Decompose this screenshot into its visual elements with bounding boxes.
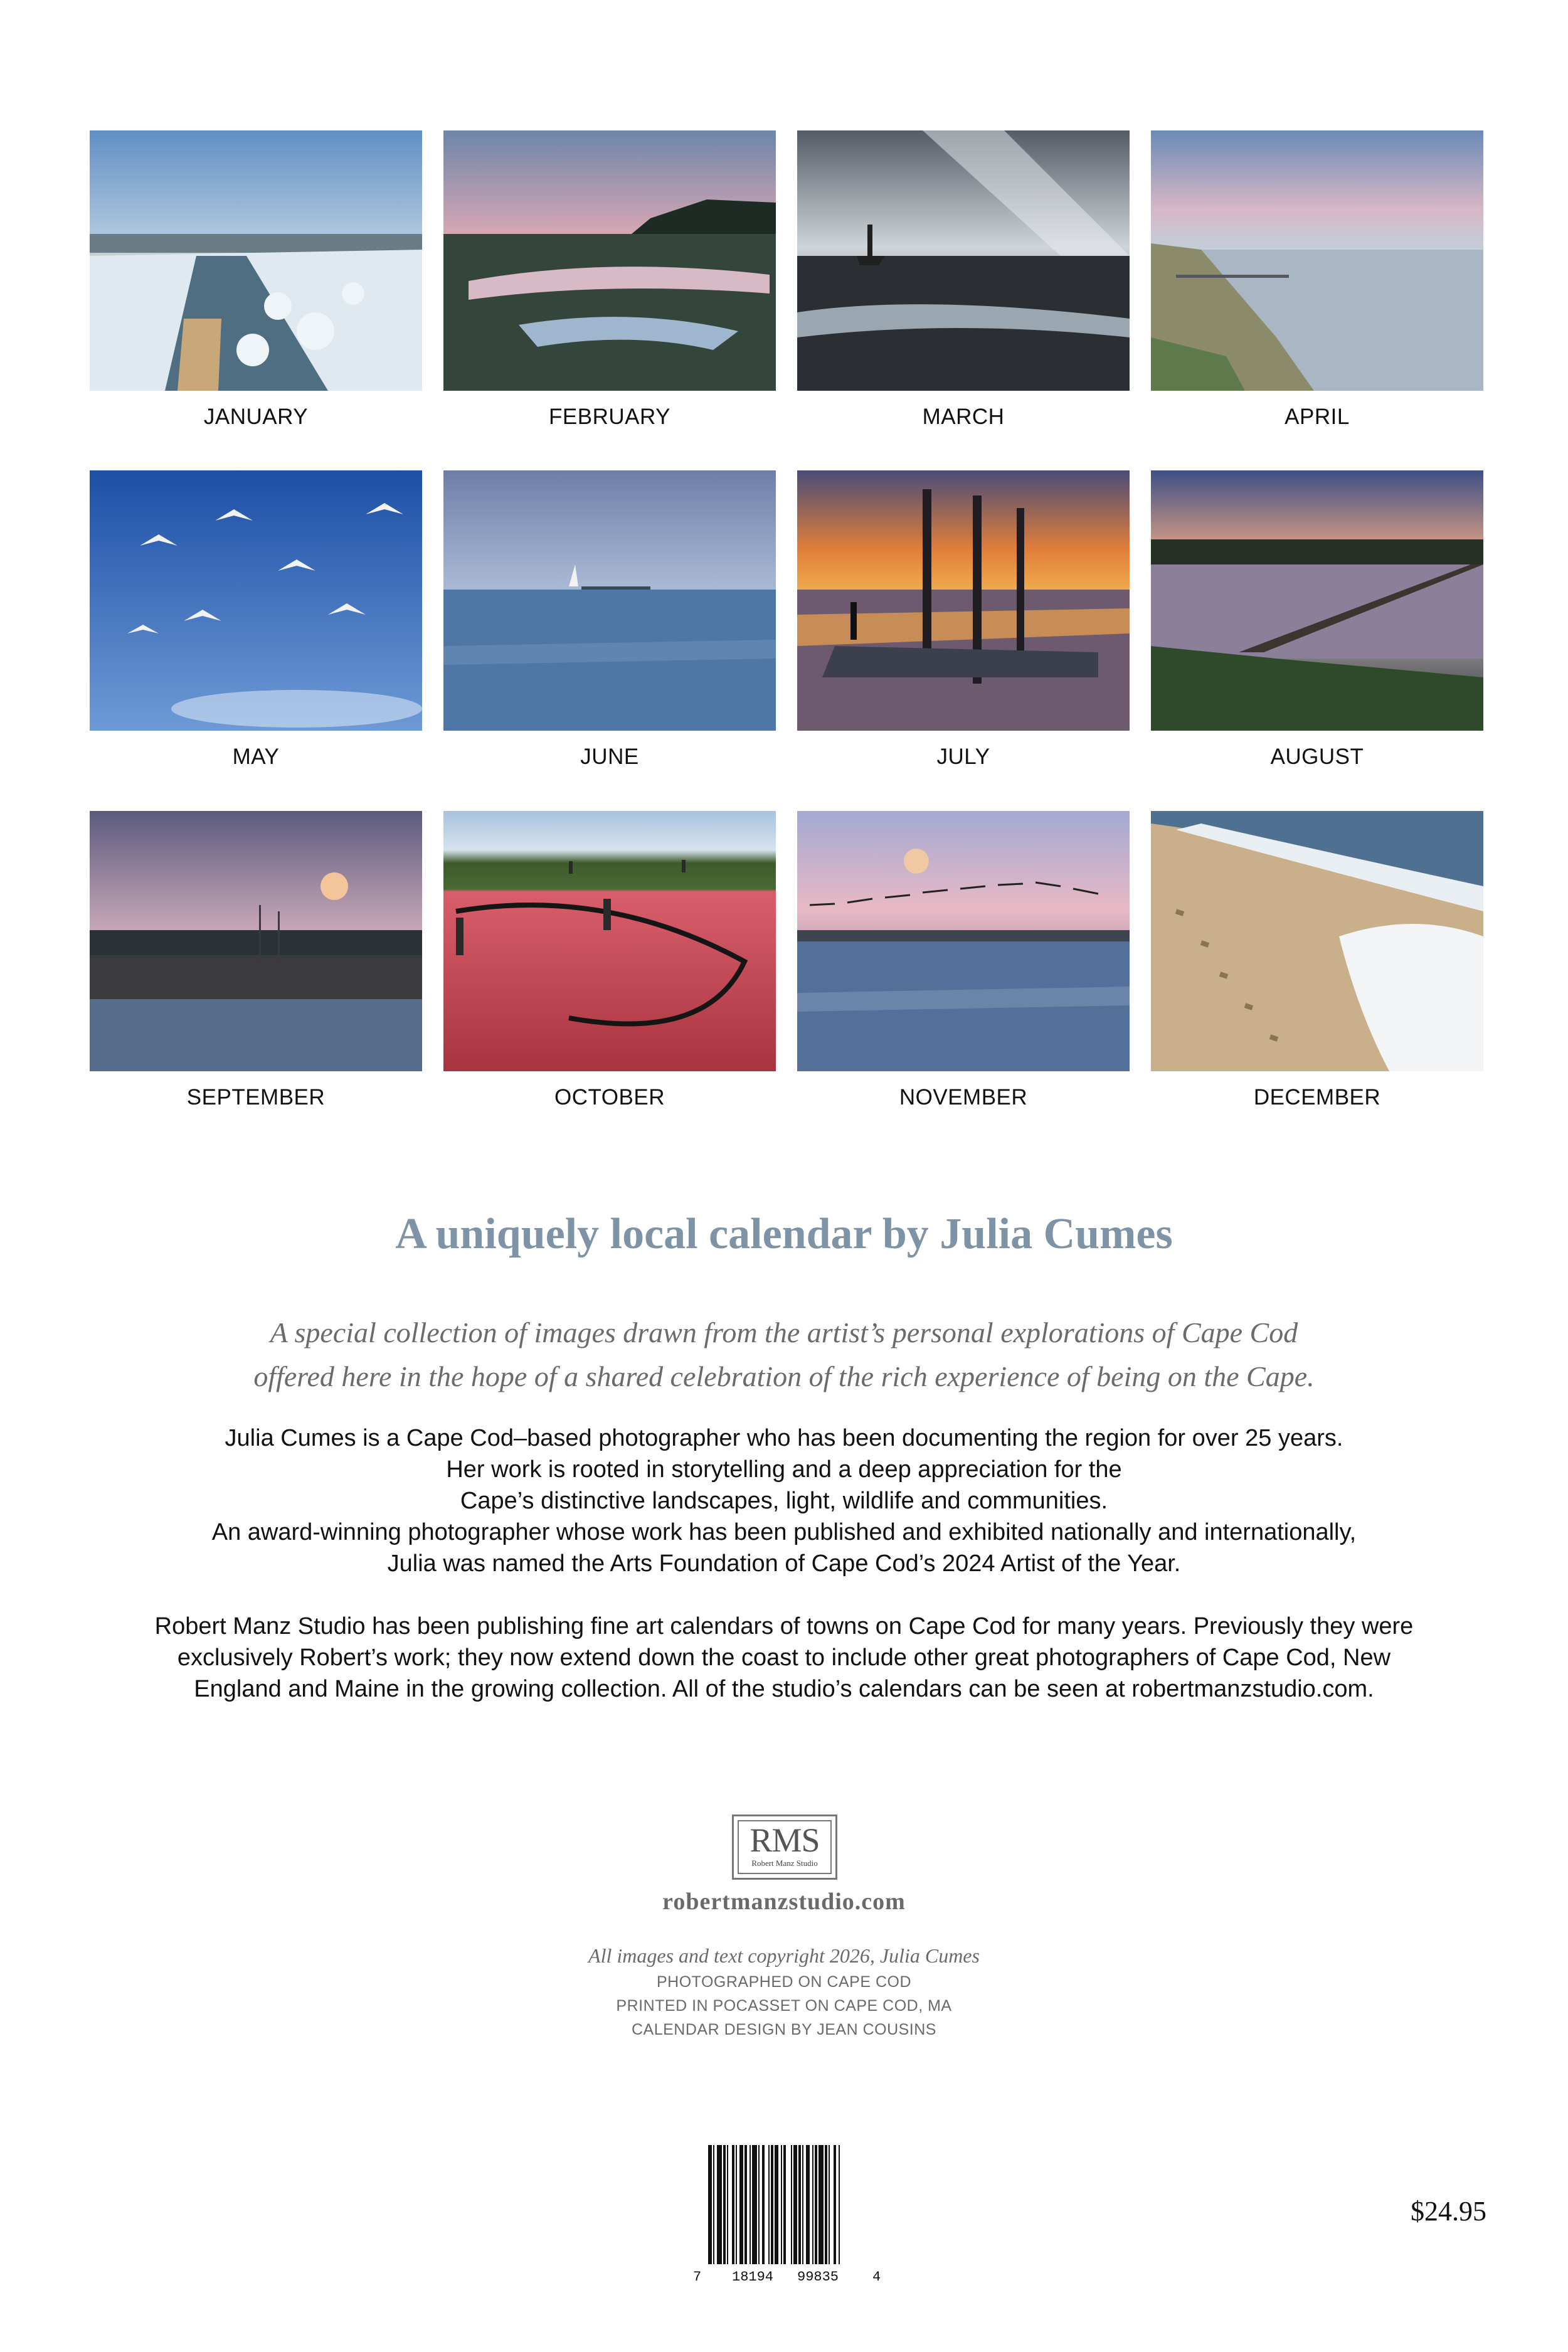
price: $24.95 — [1411, 2196, 1486, 2227]
month-cell-april — [1151, 130, 1483, 430]
moon-over-sea-photo — [797, 811, 1130, 1071]
month-cell-may — [90, 470, 422, 770]
credit-line: CALENDAR DESIGN BY JEAN COUSINS — [632, 2021, 936, 2038]
month-label: JUNE — [580, 744, 639, 769]
month-cell-december — [1151, 811, 1483, 1110]
studio-line: Robert Manz Studio has been publishing fine art calendars of towns on Cape Cod for many years. Previously they were — [154, 1613, 1414, 1640]
studio-line: exclusively Robert’s work; they now extend down the coast to include other great photographers of Cape Cod, New — [177, 1645, 1391, 1671]
harbor-moonrise-photo — [90, 811, 422, 1071]
rms-logo — [732, 1814, 837, 1880]
month-cell-september — [90, 811, 422, 1110]
website-link[interactable]: robertmanzstudio.com — [662, 1888, 906, 1915]
intro-line: offered here in the hope of a shared celebration of the rich experience of being on the Cape. — [253, 1360, 1315, 1392]
month-label: MARCH — [922, 405, 1005, 429]
frozen-harbor-photo — [90, 130, 422, 391]
month-label: APRIL — [1285, 405, 1350, 429]
bay-pier-photo — [1151, 130, 1483, 391]
barcode — [687, 2145, 887, 2289]
cranberry-harvest-photo — [443, 811, 776, 1071]
month-cell-january — [90, 130, 422, 430]
month-label: NOVEMBER — [899, 1085, 1028, 1110]
logo-subtitle: Robert Manz Studio — [751, 1858, 818, 1868]
intro-text — [0, 1311, 1568, 1399]
month-cell-june — [443, 470, 776, 770]
month-label: AUGUST — [1270, 744, 1364, 769]
copyright-notice: All images and text copyright 2026, Julia Cumes — [588, 1944, 980, 1967]
credit-line: PRINTED IN POCASSET ON CAPE COD, MA — [616, 1997, 952, 2015]
month-label: OCTOBER — [554, 1085, 665, 1110]
month-cell-february — [443, 130, 776, 430]
month-photo-grid — [0, 0, 1568, 1129]
barcode-digit: 99835 — [797, 2269, 839, 2285]
month-label: MAY — [232, 744, 280, 769]
bio-line: Julia Cumes is a Cape Cod–based photographer who has been documenting the region for over 25 years. — [225, 1425, 1343, 1451]
bio-line: Cape’s distinctive landscapes, light, wildlife and communities. — [460, 1488, 1108, 1514]
logo-mark: RMS — [750, 1821, 820, 1859]
month-label: JANUARY — [203, 405, 309, 429]
bio-line: Julia was named the Arts Foundation of Cape Cod’s 2024 Artist of the Year. — [387, 1550, 1181, 1577]
month-label: FEBRUARY — [549, 405, 670, 429]
credit-line: PHOTOGRAPHED ON CAPE COD — [656, 1973, 912, 1991]
headline: A uniquely local calendar by Julia Cumes — [395, 1210, 1173, 1258]
seagulls-sky-photo — [90, 470, 422, 731]
month-label: DECEMBER — [1253, 1085, 1381, 1110]
barcode-digit: 7 — [693, 2269, 702, 2285]
pond-boardwalk-photo — [1151, 470, 1483, 731]
rms-logo-frame — [738, 1820, 832, 1874]
dock-sunset-photo — [797, 470, 1130, 731]
month-cell-july — [797, 470, 1130, 770]
month-cell-march — [797, 130, 1130, 430]
barcode-digit: 18194 — [732, 2269, 774, 2285]
beach-footprints-photo — [1151, 811, 1483, 1071]
intro-line: A special collection of images drawn from the artist’s personal explorations of Cape Cod — [270, 1316, 1298, 1348]
sailboat-sea-photo — [443, 470, 776, 731]
bio-line: An award-winning photographer whose work has been published and exhibited nationally and internationally, — [211, 1519, 1357, 1545]
barcode-bars-icon — [687, 2145, 887, 2270]
month-label: JULY — [936, 744, 990, 769]
tidal-flats-light-rays-photo — [797, 130, 1130, 391]
studio-line: England and Maine in the growing collection. All of the studio’s calendars can be seen at robertmanzstudio.com. — [194, 1676, 1374, 1702]
month-cell-october — [443, 811, 776, 1110]
month-cell-november — [797, 811, 1130, 1110]
month-cell-august — [1151, 470, 1483, 770]
studio-description — [63, 1611, 1505, 1705]
month-label: SEPTEMBER — [186, 1085, 326, 1110]
barcode-digit: 4 — [872, 2269, 881, 2285]
marsh-sunrise-photo — [443, 130, 776, 391]
photographer-bio — [63, 1422, 1505, 1579]
bio-line: Her work is rooted in storytelling and a deep appreciation for the — [446, 1456, 1122, 1483]
